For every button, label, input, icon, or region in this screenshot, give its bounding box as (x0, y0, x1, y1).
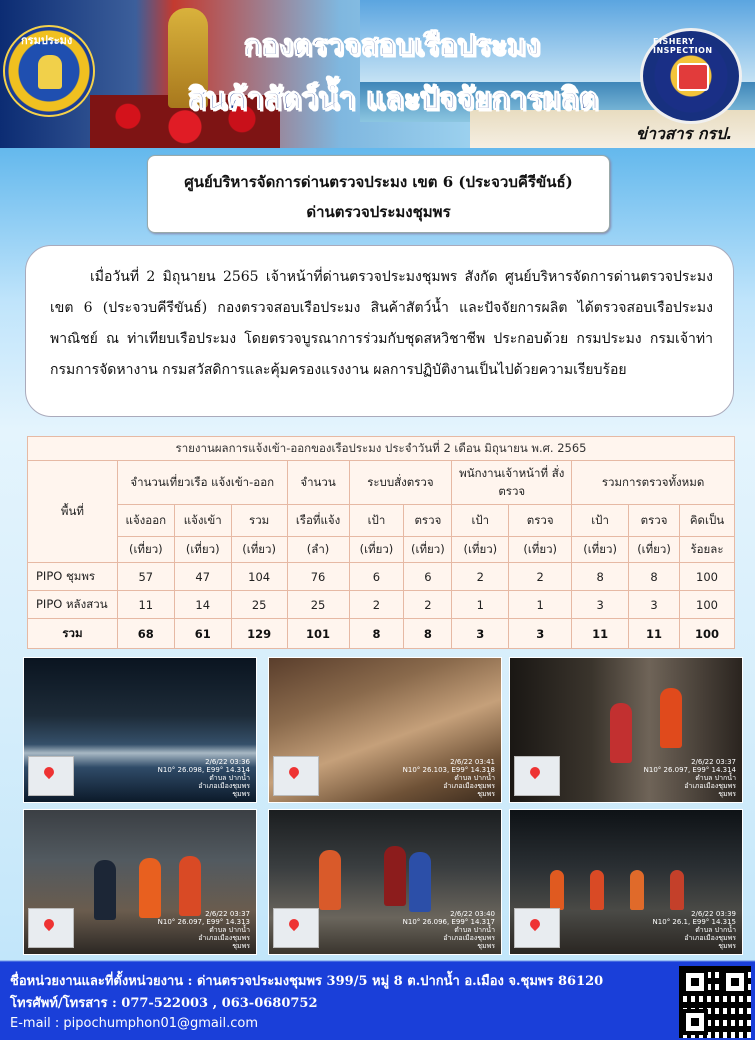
photo-officers-pier (268, 809, 502, 955)
unit-label: (เที่ยว) (452, 537, 509, 563)
cell: 104 (231, 563, 287, 591)
map-pin-icon (42, 917, 56, 931)
qr-code (679, 966, 751, 1038)
footer (0, 962, 755, 1040)
cell: 57 (117, 563, 174, 591)
cell: 100 (680, 619, 735, 649)
photo-team-inspection (23, 809, 257, 955)
unit-label: (ลำ) (287, 537, 349, 563)
photo-stamp: 2/6/22 03:36 N10° 26.098, E99° 14.314 ตำบล ปากน้ำ อำเภอเมืองชุมพร ชุมพร (157, 758, 250, 798)
row-area: PIPO หลังสวน (28, 591, 118, 619)
cell: 68 (117, 619, 174, 649)
subheader: เรือที่แจ้ง (287, 505, 349, 537)
unit-label: (เที่ยว) (174, 537, 231, 563)
right-logo-text: FISHERY INSPECTION (653, 37, 713, 55)
footer-address: ชื่อหน่วยงานและที่ตั้งหน่วยงาน : ด่านตรวจประมงชุมพร 399/5 หมู่ 8 ต.ปากน้ำ อ.เมือง จ.ชุมพร 86120 (10, 974, 604, 989)
cell: 8 (629, 563, 680, 591)
cell: 11 (572, 619, 629, 649)
table-row (28, 591, 735, 619)
system-group-header: ระบบสั่งตรวจ (349, 461, 452, 505)
unit-label: (เที่ยว) (509, 537, 572, 563)
map-pin-icon (528, 765, 542, 779)
cell: 8 (572, 563, 629, 591)
title-line2: ด่านตรวจประมงชุมพร (306, 203, 451, 221)
subheader: ตรวจ (509, 505, 572, 537)
body-text-box (25, 245, 734, 417)
area-header: พื้นที่ (28, 461, 118, 563)
subheader: แจ้งเข้า (174, 505, 231, 537)
unit-label: (เที่ยว) (349, 537, 404, 563)
map-thumbnail (28, 908, 74, 948)
report-table (27, 436, 735, 649)
fishery-inspection-logo (640, 28, 742, 124)
subheader: แจ้งออก (117, 505, 174, 537)
cell: 76 (287, 563, 349, 591)
subheader: รวม (231, 505, 287, 537)
subheader: เป้า (452, 505, 509, 537)
map-pin-icon (528, 917, 542, 931)
photo-stamp: 2/6/22 03:40 N10° 26.096, E99° 14.317 ตำบล ปากน้ำ อำเภอเมืองชุมพร ชุมพร (402, 910, 495, 950)
map-pin-icon (287, 765, 301, 779)
subheader: เป้า (572, 505, 629, 537)
cell: 8 (404, 619, 452, 649)
cell: 14 (174, 591, 231, 619)
subheader: คิดเป็น (680, 505, 735, 537)
photo-boat-night (23, 657, 257, 803)
cell: 1 (509, 591, 572, 619)
cell: 3 (452, 619, 509, 649)
subheader: ตรวจ (629, 505, 680, 537)
header-title-line1: กองตรวจสอบเรือประมง (244, 28, 541, 62)
officer-group-header: พนักงานเจ้าหน้าที่ สั่งตรวจ (452, 461, 572, 505)
map-pin-icon (42, 765, 56, 779)
cell: 11 (629, 619, 680, 649)
count-group-header: จำนวน (287, 461, 349, 505)
unit-label: (เที่ยว) (404, 537, 452, 563)
cell: 3 (509, 619, 572, 649)
photo-stamp: 2/6/22 03:41 N10° 26.103, E99° 14.318 ตำบล ปากน้ำ อำเภอเมืองชุมพร ชุมพร (402, 758, 495, 798)
left-logo-text: กรมประมง (21, 34, 73, 47)
cell: 3 (572, 591, 629, 619)
cell: 2 (452, 563, 509, 591)
cell: 2 (404, 591, 452, 619)
units-row (28, 537, 735, 563)
cell: 2 (349, 591, 404, 619)
map-thumbnail (28, 756, 74, 796)
cell: 61 (174, 619, 231, 649)
cell: 129 (231, 619, 287, 649)
table-caption: รายงานผลการแจ้งเข้า-ออกของเรือประมง ประจำวันที่ 2 เดือน มิถุนายน พ.ศ. 2565 (28, 437, 735, 461)
photo-stamp: 2/6/22 03:39 N10° 26.1, E99° 14.315 ตำบล ปากน้ำ อำเภอเมืองชุมพร ชุมพร (652, 910, 736, 950)
cell: 6 (349, 563, 404, 591)
cell: 101 (287, 619, 349, 649)
cell: 8 (349, 619, 404, 649)
cell: 3 (629, 591, 680, 619)
photo-group-lineup (509, 809, 743, 955)
body-paragraph: เมื่อวันที่ 2 มิถุนายน 2565 เจ้าหน้าที่ด่านตรวจประมงชุมพร สังกัด ศูนย์บริหารจัดการด่านตรวจประมง เขต 6 (ประจวบคีรีขันธ์) กองตรวจสอบเรือประมง สินค้าสัตว์น้ำ และปัจจัยการผลิต ได้ตรวจสอบเรือประมงพาณิชย์ ณ ท่าเทียบเรือประมง โดยตรวจบูรณาการร่วมกับชุดสหวิชาชีพ ประกอบด้วย กรมประมง กรมเจ้าท่า กรมการจัดหางาน กรมสวัสดิการและคุ้มครองแรงงาน ผลการปฏิบัติงานเป็นไปด้วยความเรียบร้อย (50, 269, 713, 378)
photo-stamp: 2/6/22 03:37 N10° 26.097, E99° 14.314 ตำบล ปากน้ำ อำเภอเมืองชุมพร ชุมพร (643, 758, 736, 798)
cell: 6 (404, 563, 452, 591)
trips-group-header: จำนวนเที่ยวเรือ แจ้งเข้า-ออก (117, 461, 287, 505)
subheader: เป้า (349, 505, 404, 537)
cell: 100 (680, 591, 735, 619)
department-of-fisheries-logo (3, 25, 95, 117)
photo-document-check (509, 657, 743, 803)
title-line1: ศูนย์บริหารจัดการด่านตรวจประมง เขต 6 (ประจวบคีรีขันธ์) (184, 173, 573, 191)
table-row (28, 563, 735, 591)
cell: 25 (231, 591, 287, 619)
row-area: รวม (28, 619, 118, 649)
total-group-header: รวมการตรวจทั้งหมด (572, 461, 735, 505)
total-row (28, 619, 735, 649)
photo-fishing-gear (268, 657, 502, 803)
news-label: ข่าวสาร กรป. (636, 124, 733, 143)
cell: 25 (287, 591, 349, 619)
photo-stamp: 2/6/22 03:37 N10° 26.097, E99° 14.313 ตำบล ปากน้ำ อำเภอเมืองชุมพร ชุมพร (157, 910, 250, 950)
map-thumbnail (273, 756, 319, 796)
unit-label: (เที่ยว) (629, 537, 680, 563)
footer-email[interactable]: E-mail : pipochumphon01@gmail.com (10, 1016, 258, 1031)
cell: 100 (680, 563, 735, 591)
title-box (147, 155, 610, 233)
header-title-line2: สินค้าสัตว์น้ำ และปัจจัยการผลิต (188, 82, 599, 117)
footer-phone: โทรศัพท์/โทรสาร : 077-522003 , 063-0680752 (10, 996, 318, 1011)
unit-label: (เที่ยว) (117, 537, 174, 563)
row-area: PIPO ชุมพร (28, 563, 118, 591)
map-thumbnail (514, 756, 560, 796)
unit-label: ร้อยละ (680, 537, 735, 563)
subheader: ตรวจ (404, 505, 452, 537)
cell: 1 (452, 591, 509, 619)
header-banner (0, 0, 755, 148)
map-pin-icon (287, 917, 301, 931)
cell: 47 (174, 563, 231, 591)
unit-label: (เที่ยว) (572, 537, 629, 563)
cell: 11 (117, 591, 174, 619)
map-thumbnail (273, 908, 319, 948)
map-thumbnail (514, 908, 560, 948)
subheader-row (28, 505, 735, 537)
cell: 2 (509, 563, 572, 591)
unit-label: (เที่ยว) (231, 537, 287, 563)
